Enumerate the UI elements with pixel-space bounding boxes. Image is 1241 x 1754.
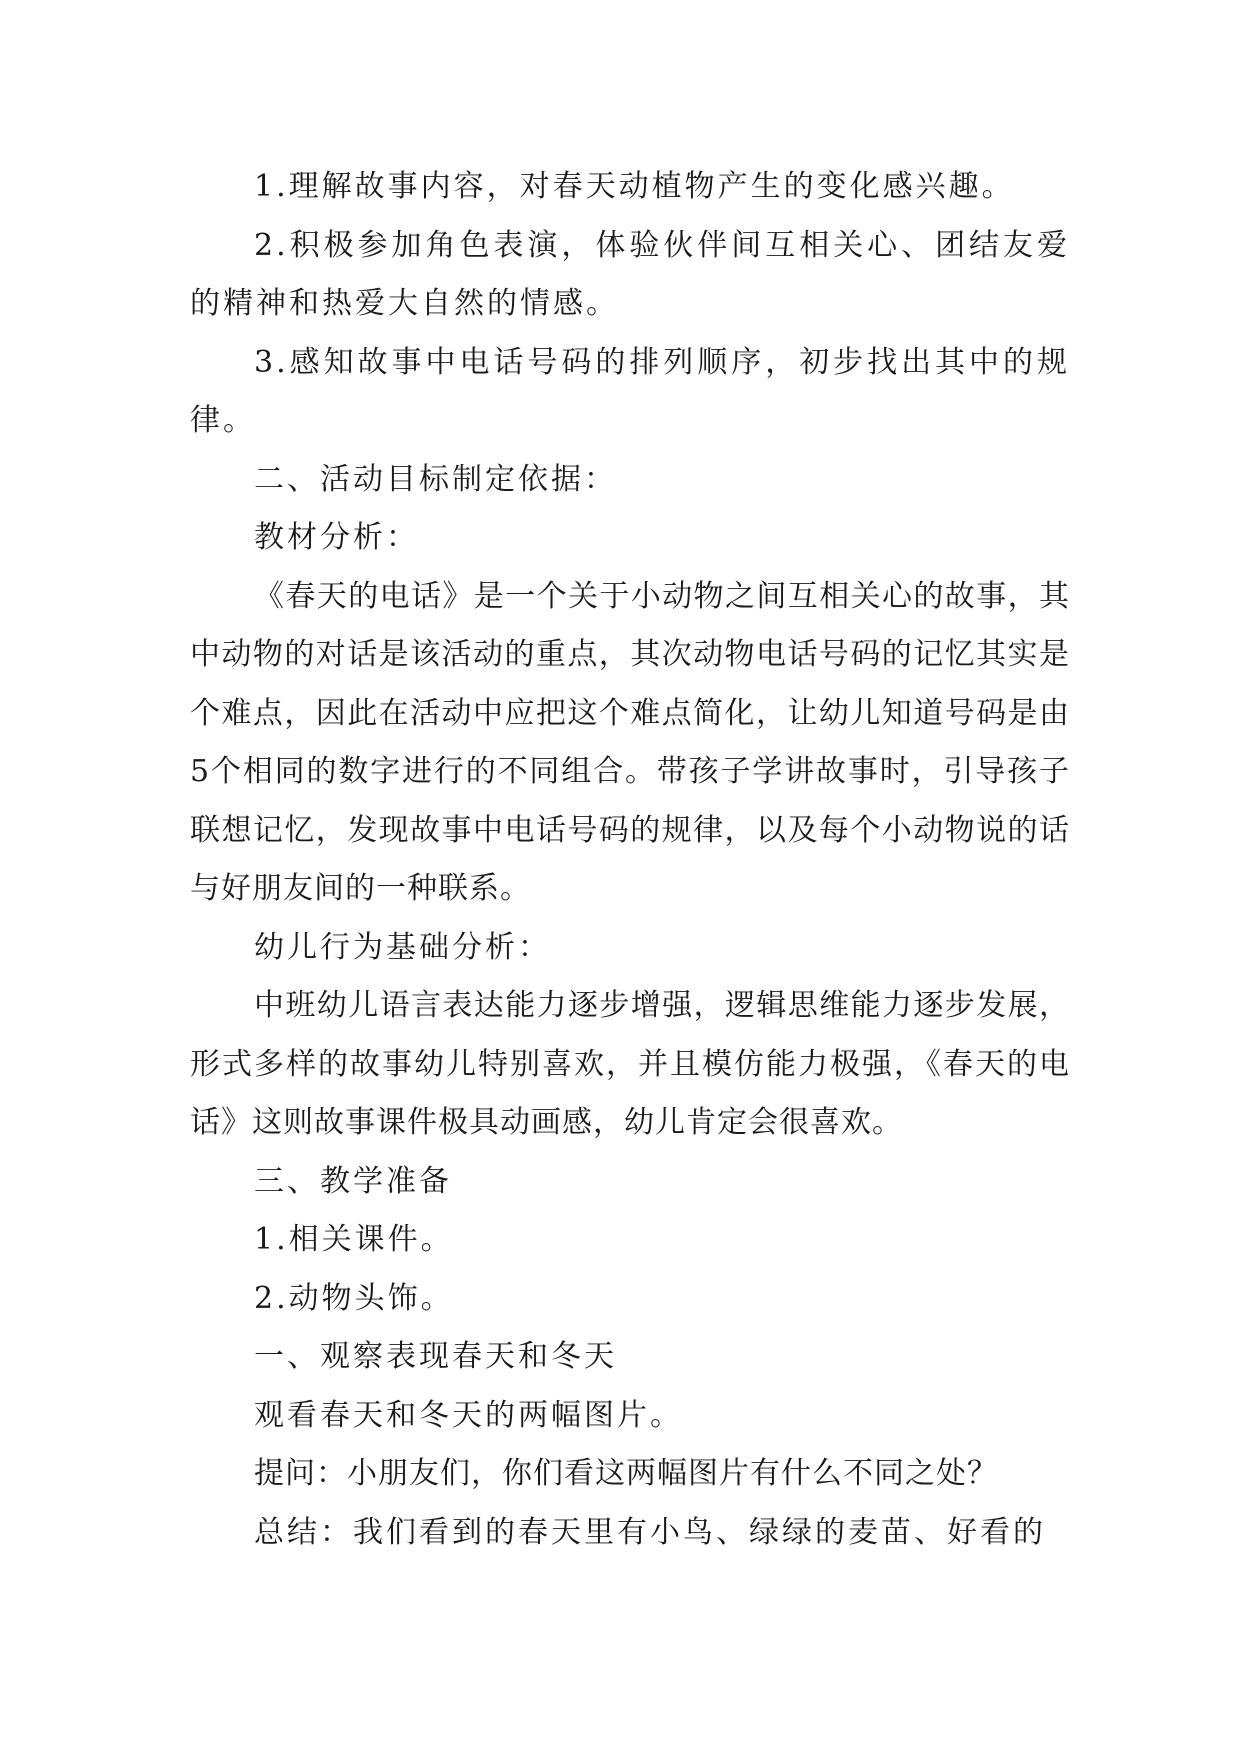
section-heading-observe: 一、观察表现春天和冬天 — [254, 1339, 617, 1374]
observe-instruction: 观看春天和冬天的两幅图片。 — [254, 1397, 683, 1433]
objective-1: 1.理解故事内容，对春天动植物产生的变化感兴趣。 — [254, 169, 1015, 204]
objective-3: 3.感知故事中电话号码的排列顺序，初步找出其中的规律。 — [190, 344, 1070, 438]
question-paragraph: 提问：小朋友们，你们看这两幅图片有什么不同之处？ — [254, 1456, 998, 1491]
section-heading-basis: 二、活动目标制定依据： — [254, 461, 617, 497]
document-body — [190, 158, 1070, 1562]
summary-paragraph: 总结：我们看到的春天里有小鸟、绿绿的麦苗、好看的 — [254, 1514, 1046, 1550]
behavior-analysis-paragraph: 中班幼儿语言表达能力逐步增强，逻辑思维能力逐步发展，形式多样的故事幼儿特别喜欢，并且模仿能力极强，《春天的电话》这则故事课件极具动画感，幼儿肯定会很喜欢。 — [190, 988, 1070, 1140]
preparation-item-1: 1.相关课件。 — [254, 1222, 454, 1257]
preparation-item-2: 2.动物头饰。 — [254, 1280, 454, 1316]
section-heading-preparation: 三、教学准备 — [254, 1163, 452, 1199]
material-analysis-paragraph: 《春天的电话》是一个关于小动物之间互相关心的故事，其中动物的对话是该活动的重点，其次动物电话号码的记忆其实是个难点，因此在活动中应把这个难点简化，让幼儿知道号码是由5个相同的数字进行的不同组合。带孩子学讲故事时，引导孩子联想记忆，发现故事中电话号码的规律，以及每个小动物说的话与好朋友间的一种联系。 — [190, 578, 1070, 906]
objective-2: 2.积极参加角色表演，体验伙伴间互相关心、团结友爱的精神和热爱大自然的情感。 — [190, 227, 1070, 321]
subheading-behavior-analysis: 幼儿行为基础分析： — [254, 929, 551, 965]
subheading-material-analysis: 教材分析： — [254, 520, 419, 555]
